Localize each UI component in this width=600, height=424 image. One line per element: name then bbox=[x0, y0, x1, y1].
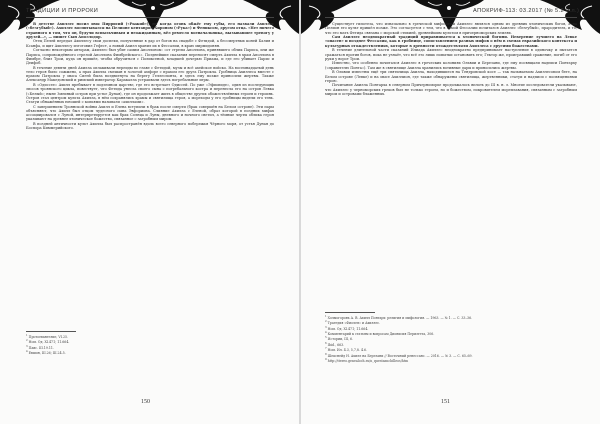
paragraph: Сам Ахиллес неоднократный традиций приравнивается к хтонической богини. Неверение лучшего на Левке «опасен» и позднее Фессалия, как в гробнице, сопоставлением разных мифов о нём в схемах евразийского контекста и культурных отождествлениях, которые в древности отождествляли Ахиллеса с другими божествами. bbox=[325, 35, 577, 48]
footnote: $^4$ Комментарий к статьям и вопросам Дионисия Периэгета, 306. bbox=[325, 331, 435, 337]
footnote: $^3$ Ном. Од. XI.471; 11.664. bbox=[325, 325, 369, 331]
paragraph: Почитание Ахилла Понтарха в северном Причерноморье продолжалось вплоть до III в. н. э. Многие исследователи указывают, что Ахиллес у черноморских греков был не только героем, но и божеством, покровителем мореплавания, связанным с загробным миром и островами блаженных. bbox=[325, 83, 577, 96]
paragraph: Существует гипотеза, что изначально в греческой мифологии Ахиллес являлся одним из древних хтонических богов, а на Пелион его культ пришёл позже. Это согласуется с тем, что в самой Фессалии почитался Ахиллес «безгубый», прародитель, и то, что его мать Фетида связана с морской стихией, древнейшим культом в причерноморских землях. bbox=[325, 22, 577, 35]
running-head: ТРАДИЦИИ И ПРОРОКИ bbox=[26, 8, 99, 14]
footnote: $^1$ Протоевангелие, VI.25. bbox=[26, 334, 69, 340]
footnote: $^6$ Ibid., 663. bbox=[325, 341, 345, 347]
footnote: $^9$ http://itereo.genealoch.ru/n_questasnchilleos/htm bbox=[325, 357, 409, 363]
left-page bbox=[0, 0, 299, 424]
body-text bbox=[26, 22, 274, 327]
paragraph: В «Одиссее» Ахилл пребывает в подземном царстве, где его встречает Одиссей. По уже «Эфиопиде», один из последующих эпосов троянского цикла, повествует, что Фетида унесла своего сына с погребального костра и перенесла его на остров Левка («Белый»; ныне Змеиный остров при устье Дуная), где он продолжает жить в обществе других обожествлённых героев и героинь. Остров стал центром культа Ахилла, в нём сохранялись храмы и святилища героя, а мореходы у его гробницы видели его тень. Статуи обнажённых юношей с копьями называли «ахиллами». bbox=[26, 83, 274, 105]
right-page bbox=[301, 0, 600, 424]
footnote: $^4$ Евшон, III.26; III.24.5. bbox=[26, 350, 66, 356]
page-number: 151 bbox=[441, 399, 450, 405]
footnotes bbox=[325, 315, 577, 363]
paragraph: В Ольвии известны ещё три святилища Ахилла, находившиеся на Тендровской косе — так называемом Ахиллесовом беге, на Белом острове (Левке) и на мысе Ахиллион, где также обнаружены святилища, жертвенники, статуи и надписи с посвящениями герою. bbox=[325, 70, 577, 83]
paragraph: В течение длительной части сказаний Илиада Ахиллес неоднократно предпринимает наступление в одиночку и пытается сражаться против богов, пока не узнаёт, что всё это лишь попытки остановить его; Гектор же, проигравший сражение, погиб от его руки у ворот Трои. bbox=[325, 48, 577, 61]
body-text bbox=[325, 22, 577, 309]
footnote-rule bbox=[325, 312, 375, 313]
footnote: $^3$ Павс. III.19.11. bbox=[26, 344, 54, 350]
paragraph: В поздней античности культ Ахилла был распространён вдоль всего северного побережья Чёрного моря, от устья Дуная до Боспора Киммерийского. bbox=[26, 122, 274, 131]
footnote: $^5$ Истории, III, 6. bbox=[325, 336, 354, 342]
header-rule bbox=[325, 17, 577, 18]
paragraph: Отец Пелей передал Ахиллесу свои доспехи, полученные в дар от богов на свадьбе с Фетидой, а бессмертных коней Балия и Ксанфа, и щит Ахиллесу изготовил Гефест, а новый Ахилл хранил их в Фессалии, в краю мирмидонян. bbox=[26, 39, 274, 48]
running-head: АПОКРИФ-113: 03.2017 (№ 5.2 е.л.) bbox=[473, 8, 580, 14]
footnote: $^7$ Ном. Ил. 4.3, 5,7,8. 4.6. bbox=[325, 347, 368, 353]
header-rule bbox=[26, 17, 274, 18]
paragraph: Известно, что особенно почитался Ахиллес в греческих колониях Ольвии и Березани, где ему посвящали надписи Понтарху («правителю Понта»). Там же в святилище Ахилла хранились вотивные дары и приносились жертвы. bbox=[325, 61, 577, 70]
footnote: $^8$ Шекснейд Н. Ахилл на Березани // Восточный ренессанс. — 2016. — № 3. — С. 65–69. bbox=[325, 352, 473, 358]
paragraph: С завершением Троянской войны Ахилл и Елена вступили в брак после смерти (брак совершён на Белом острове). Эти пары объясняют, что Ахилл был отцом чудесного сына Эвфориона. Слияние Ахилла с Еленой, образ которой в поздних мифах ассоциировался с Луной, интерпретируется как брак Солнца и Луны, дневного и ночного светил, а тёмные черты облика героя указывают на древнее хтоническое божество, связанное с загробным миром. bbox=[26, 104, 274, 122]
paragraph: Согласно некоторым авторам, Ахиллес был убит самим Аполлоном: «от стрелы Аполлона, принявшего облик Париса, или же Париса, сопровождённого стрелой Аполлона Фимбрейского». Позднейшие сказания переносят смерть Ахилла в храм Аполлона в Фимбре, близ Трои, куда он пришёл, чтобы обручиться с Поликсеной, младшей дочерью Приама, и где его убивает Парис и Деифоб. bbox=[26, 48, 274, 66]
footnote: $^2$ Ном. Од. XI.471; 11.664. bbox=[26, 339, 70, 345]
paragraph: В детстве Ахиллес носил имя Пиррисий («Рыжий»), но когда огонь обжёг ему губы, его назвали Ахиллес («безгубый»). Ахиллес воспитывался на Пелионе кентавром Хироном («Рука») и Фениксом, другом отца. «Нет ничего странного в том, что он, будучи вспыльчивым и неожиданным, вёл ремесло военачальника, вызывавшее тревогу у друзей…», — пишет Сын Аполлодор. bbox=[26, 22, 274, 39]
footnote: $^1$ Холмогоровъ А. В. Ахилл Понтарх: религия и мифология. — 1963. — № 1. — С. 33–36. bbox=[325, 315, 473, 321]
footnotes bbox=[26, 334, 186, 355]
paragraph: В течение девяти дней Ахилла оплакивали нереиды во главе с Фетидой, музы и всё ахейское войско. На восемнадцатый день тело героя было сожжено, а прах Ахилла смешан в золотой амфоре с прахом его друга Патрокла. Гробница Ахиллеса вместе с прахом Патрокла у мыса Сигей была воздвигнута на берегу Геллеспонта, и здесь ему позже приносили жертвы. Также Александр Македонский и римский император Каракалла устраивали здесь погребальные игры. bbox=[26, 65, 274, 83]
footnote: $^2$ Трагедия «Фиолея» и Ахиллес. bbox=[325, 320, 381, 326]
page-number: 150 bbox=[141, 399, 150, 405]
footnote-rule bbox=[26, 331, 76, 332]
